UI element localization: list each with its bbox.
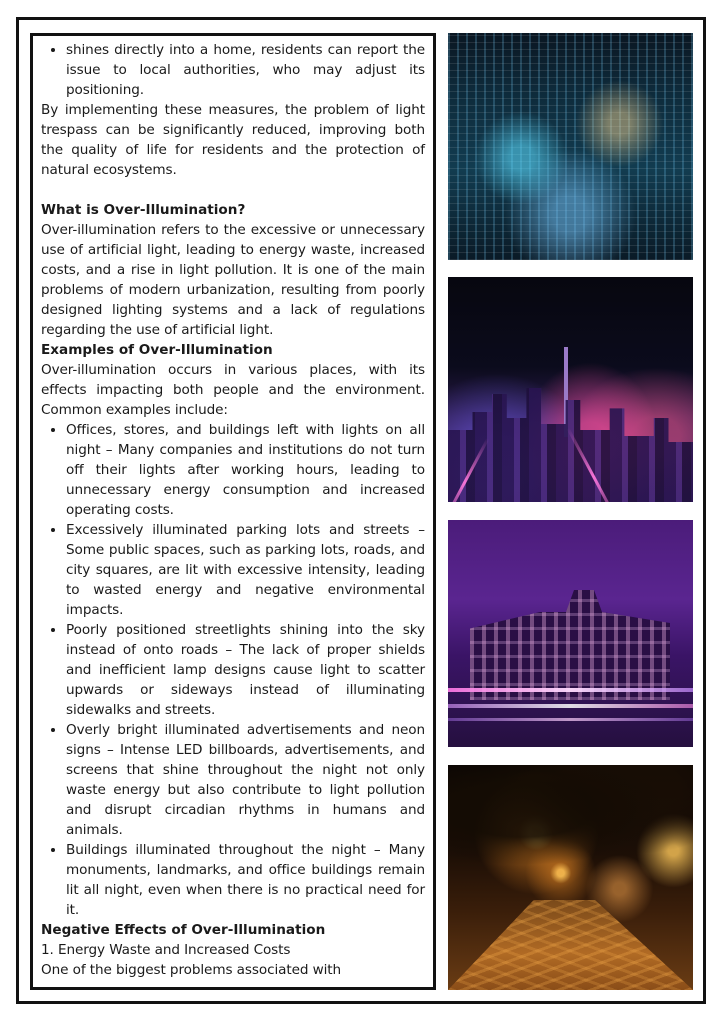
definition-paragraph: Over-illumination refers to the excessive or unnecessary use of artificial light, leading to energy waste, increased costs, and a rise in light pollution. It is one of the main problems of modern urbanization, resulting from poorly designed lighting systems and a lack of regulations regarding the use of artificial light. (41, 222, 425, 338)
list-item: • Excessively illuminated parking lots and streets – Some public spaces, such as parking lots, roads, and city squares, are lit with excessive intensity, leading to wasted energy and negative environmental impacts. (66, 520, 425, 620)
article-text-panel (30, 33, 436, 990)
trespass-conclusion-paragraph: By implementing these measures, the problem of light trespass can be significantly reduced, improving both the quality of life for residents and the protection of natural ecosystems. (41, 102, 425, 178)
light-trail (448, 704, 693, 708)
examples-intro-paragraph: Over-illumination occurs in various places, with its effects impacting both people and the environment. Common examples include: (41, 362, 425, 418)
purple-lit-building-photo (448, 520, 693, 747)
list-item: • Overly bright illuminated advertisements and neon signs – Intense LED billboards, advertisements, and screens that shine throughout the night not only waste energy but also contribute to light pollution and disrupt circadian rhythms in humans and animals. (66, 720, 425, 840)
effect-1-text: One of the biggest problems associated with (41, 962, 342, 978)
list-item: • shines directly into a home, residents can report the issue to local authorities, who may adjust its positioning. (66, 40, 425, 100)
negative-effects-heading: Negative Effects of Over-Illumination (41, 922, 326, 938)
cobblestone-street-shape (448, 900, 693, 990)
list-item: • Buildings illuminated throughout the night – Many monuments, landmarks, and office buildings remain lit all night, even when there is no practical need for it. (66, 840, 425, 920)
light-trail (448, 688, 693, 692)
examples-list (41, 420, 425, 920)
light-trail (448, 718, 693, 721)
list-item: • Poorly positioned streetlights shining into the sky instead of onto roads – The lack of proper shields and inefficient lamp designs cause light to scatter upwards or sideways instead of illuminating sidewalks and streets. (66, 620, 425, 720)
building-shape (470, 590, 670, 700)
city-at-night-aerial-photo (448, 33, 693, 260)
neon-skyline-photo (448, 277, 693, 502)
lamplit-cobblestone-street-photo (448, 765, 693, 990)
over-illumination-heading: What is Over-Illumination? (41, 202, 246, 218)
list-item: • Offices, stores, and buildings left with lights on all night – Many companies and institutions do not turn off their lights after working hours, leading to unnecessary energy consumption and increased operating costs. (66, 420, 425, 520)
continued-bullet-list (41, 40, 425, 100)
tree-canopy-shape (448, 765, 693, 875)
examples-heading: Examples of Over-Illumination (41, 342, 273, 358)
effect-1-title: 1. Energy Waste and Increased Costs (41, 942, 291, 958)
